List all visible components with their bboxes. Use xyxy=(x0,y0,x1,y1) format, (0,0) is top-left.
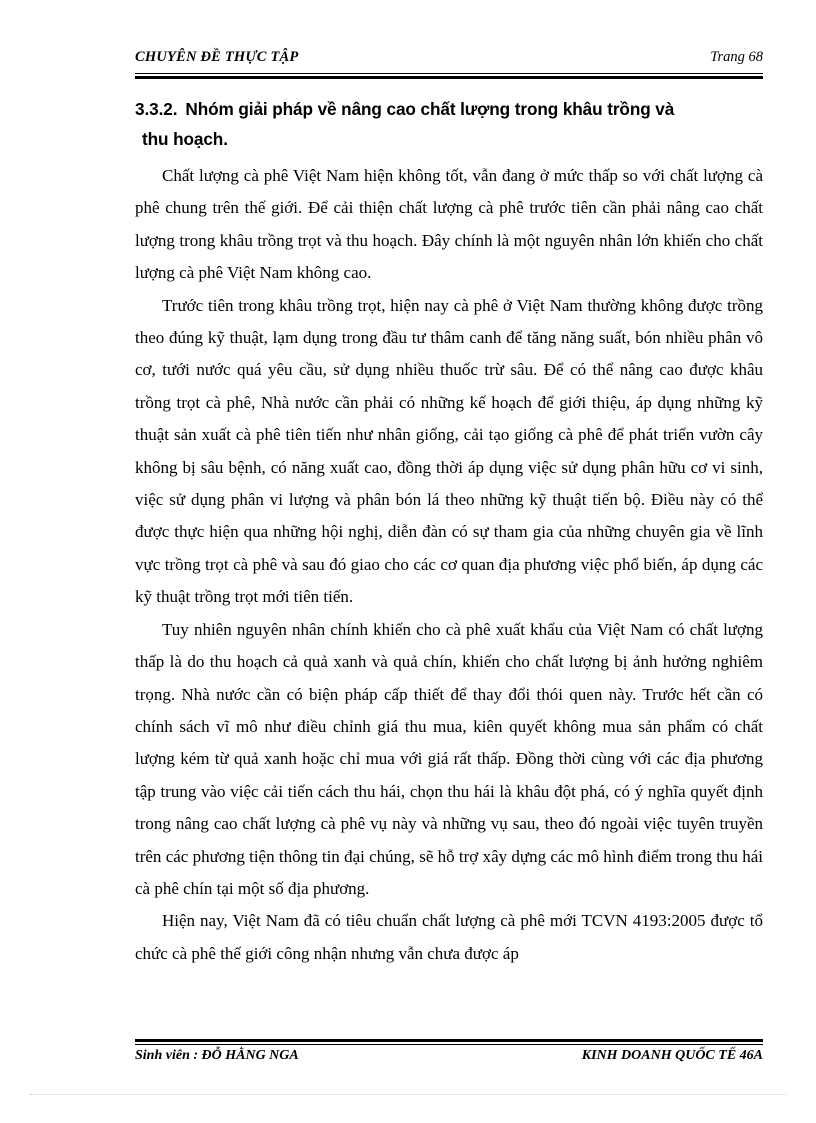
paragraph: Trước tiên trong khâu trồng trọt, hiện nay cà phê ở Việt Nam thường không được trồng theo đúng kỹ thuật, lạm dụng trong đầu tư thâm canh để tăng năng suất, bón nhiều phân vô cơ, tưới nước quá yêu cầu, sử dụng nhiều thuốc trừ sâu. Để có thể nâng cao được khâu trồng trọt cà phê, Nhà nước cần phải có những kế hoạch để giới thiệu, áp dụng những kỹ thuật sản xuất cà phê tiên tiến như nhân giống, cải tạo giống cà phê để phát triển vườn cây không bị sâu bệnh, có năng xuất cao, đồng thời áp dụng việc sử dụng phân hữu cơ vi sinh, việc sử dụng phân vi lượng và phân bón lá theo những kỹ thuật tiến bộ. Điều này có thể được thực hiện qua những hội nghị, diễn đàn có sự tham gia của những chuyên gia về lĩnh vực trồng trọt cà phê và sau đó giao cho các cơ quan địa phương việc phổ biến, áp dụng các kỹ thuật trồng trọt mới tiên tiến. xyxy=(135,295,763,607)
footer-rule-thin xyxy=(135,1044,763,1045)
body-text xyxy=(135,160,763,970)
section-number: 3.3.2. xyxy=(135,99,178,119)
page-bottom-dotted-line xyxy=(30,1094,786,1095)
page-footer xyxy=(135,1048,763,1070)
section-heading-line-1 xyxy=(135,94,763,124)
header-rule-thin xyxy=(135,73,763,74)
student-name: Sinh viên : ĐỖ HẰNG NGA xyxy=(135,1048,299,1063)
paragraph: Chất lượng cà phê Việt Nam hiện không tốt, vẫn đang ở mức thấp so với chất lượng cà phê chung trên thế giới. Để cải thiện chất lượng cà phê trước tiên cần phải nâng cao chất lượng trong khâu trồng trọt và thu hoạch. Đây chính là một nguyên nhân lớn khiến cho chất lượng cà phê Việt Nam không cao. xyxy=(135,166,763,283)
page-number: Trang 68 xyxy=(710,49,763,65)
document-title: CHUYÊN ĐỀ THỰC TẬP xyxy=(135,49,299,65)
section-title-line-2: thu hoạch. xyxy=(142,129,228,149)
header-rule-thick xyxy=(135,76,763,79)
footer-rule-thick xyxy=(135,1039,763,1042)
program-name: KINH DOANH QUỐC TẾ 46A xyxy=(581,1048,763,1063)
paragraph: Hiện nay, Việt Nam đã có tiêu chuẩn chất lượng cà phê mới TCVN 4193:2005 được tổ chức cà phê thế giới công nhận nhưng vẫn chưa được áp xyxy=(135,911,763,963)
section-heading xyxy=(135,94,763,154)
paragraph: Tuy nhiên nguyên nhân chính khiến cho cà phê xuất khẩu của Việt Nam có chất lượng thấp là do thu hoạch cả quả xanh và quả chín, khiến cho chất lượng bị ảnh hưởng nghiêm trọng. Nhà nước cần có biện pháp cấp thiết để thay đổi thói quen này. Trước hết cần có chính sách vĩ mô như điều chỉnh giá thu mua, kiên quyết không mua sản phẩm có chất lượng kém từ quả xanh hoặc chỉ mua với giá rất thấp. Đồng thời cùng với các địa phương tập trung vào việc cải tiến cách thu hái, chọn thu hái là khâu đột phá, có ý nghĩa quyết định trong nâng cao chất lượng cà phê vụ này và những vụ sau, theo đó ngoài việc tuyên truyền trên các phương tiện thông tin đại chúng, sẽ hỗ trợ xây dựng các mô hình điểm trong thu hái cà phê chín tại một số địa phương. xyxy=(135,619,763,898)
page-header xyxy=(135,47,763,71)
section-title-line-1: Nhóm giải pháp về nâng cao chất lượng trong khâu trồng và xyxy=(185,99,675,119)
